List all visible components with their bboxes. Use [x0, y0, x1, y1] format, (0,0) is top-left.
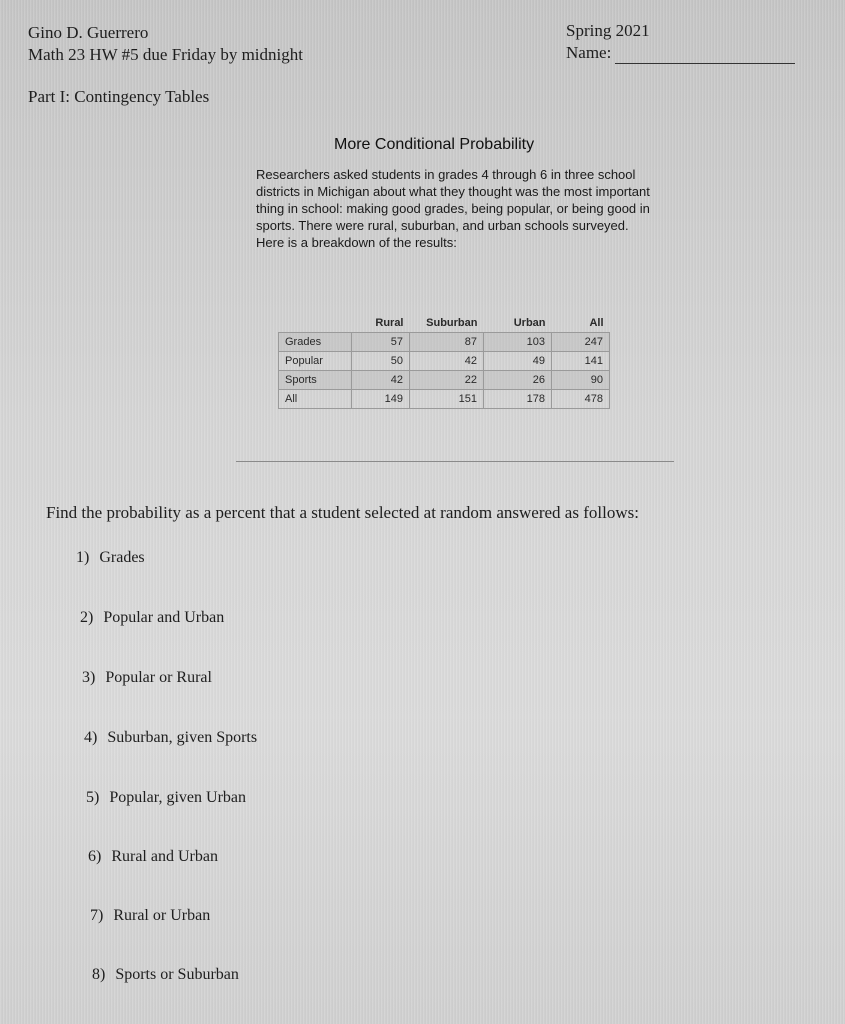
question-number: 8): [92, 966, 106, 983]
table-row: [279, 333, 610, 352]
part-title: Part I: Contingency Tables: [28, 87, 210, 106]
instruction-text: Find the probability as a percent that a student selected at random answered as follows:: [46, 503, 639, 522]
question-text: Suburban, given Sports: [107, 729, 258, 746]
table-header-row: [279, 314, 610, 333]
table-header-cell: Urban: [513, 317, 546, 329]
contingency-table: [278, 314, 610, 409]
table-cell: 57: [352, 333, 410, 352]
name-label: Name:: [566, 43, 612, 62]
table-cell: 49: [484, 352, 552, 371]
header-left: [28, 22, 303, 66]
question-text: Popular and Urban: [103, 609, 225, 626]
question-number: 2): [80, 609, 94, 626]
table-header-cell: All: [589, 317, 604, 329]
table-cell: 42: [410, 352, 484, 371]
question-number: 4): [84, 729, 98, 746]
table-header-cell: Suburban: [426, 317, 478, 329]
table-cell: 178: [484, 390, 552, 409]
term-label: Spring 2021: [566, 21, 650, 40]
question-number: 1): [76, 549, 90, 566]
table-cell: 26: [484, 371, 552, 390]
row-label: Sports: [279, 371, 352, 390]
question-number: 3): [82, 669, 96, 686]
question-text: Popular, given Urban: [109, 789, 246, 806]
table-cell: 87: [410, 333, 484, 352]
name-field: [566, 42, 795, 64]
table-cell: 151: [410, 390, 484, 409]
table-cell: 478: [552, 390, 610, 409]
question-number: 5): [86, 789, 100, 806]
row-label: Popular: [279, 352, 352, 371]
course-line: Math 23 HW #5 due Friday by midnight: [28, 45, 303, 64]
question-item: [82, 669, 212, 687]
table-cell: 42: [352, 371, 410, 390]
author-name: Gino D. Guerrero: [28, 23, 149, 42]
table-cell: 103: [484, 333, 552, 352]
question-number: 7): [90, 907, 104, 924]
question-item: [86, 789, 246, 807]
box-title: More Conditional Probability: [334, 136, 535, 153]
question-item: [84, 729, 257, 747]
question-number: 6): [88, 848, 102, 865]
question-text: Rural and Urban: [111, 848, 218, 865]
table-row: [279, 371, 610, 390]
question-text: Grades: [99, 549, 145, 566]
question-item: [80, 609, 224, 627]
table-cell: 149: [352, 390, 410, 409]
name-blank-line: [615, 47, 795, 64]
question-text: Rural or Urban: [113, 907, 211, 924]
header-right: [566, 20, 795, 64]
row-label: Grades: [279, 333, 352, 352]
intro-paragraph: Researchers asked students in grades 4 through 6 in three school districts in Michigan about what they thought was the most important thing in school: making good grades, being popular, or being good in sports. There were rural, suburban, and urban schools surveyed. Here is a breakdown of the results:: [256, 167, 650, 250]
question-item: [76, 549, 145, 567]
question-item: [90, 907, 210, 925]
table-header-cell: Rural: [375, 317, 404, 329]
table-cell: 22: [410, 371, 484, 390]
table-header-cell: [279, 314, 352, 333]
table-cell: 50: [352, 352, 410, 371]
row-label: All: [279, 390, 352, 409]
table-row: [279, 352, 610, 371]
table-cell: 247: [552, 333, 610, 352]
question-text: Popular or Rural: [105, 669, 212, 686]
divider-line: [236, 461, 674, 462]
table-row: [279, 390, 610, 409]
question-item: [88, 848, 218, 866]
table-cell: 90: [552, 371, 610, 390]
table-cell: 141: [552, 352, 610, 371]
question-text: Sports or Suburban: [115, 966, 239, 983]
question-item: [92, 966, 239, 984]
